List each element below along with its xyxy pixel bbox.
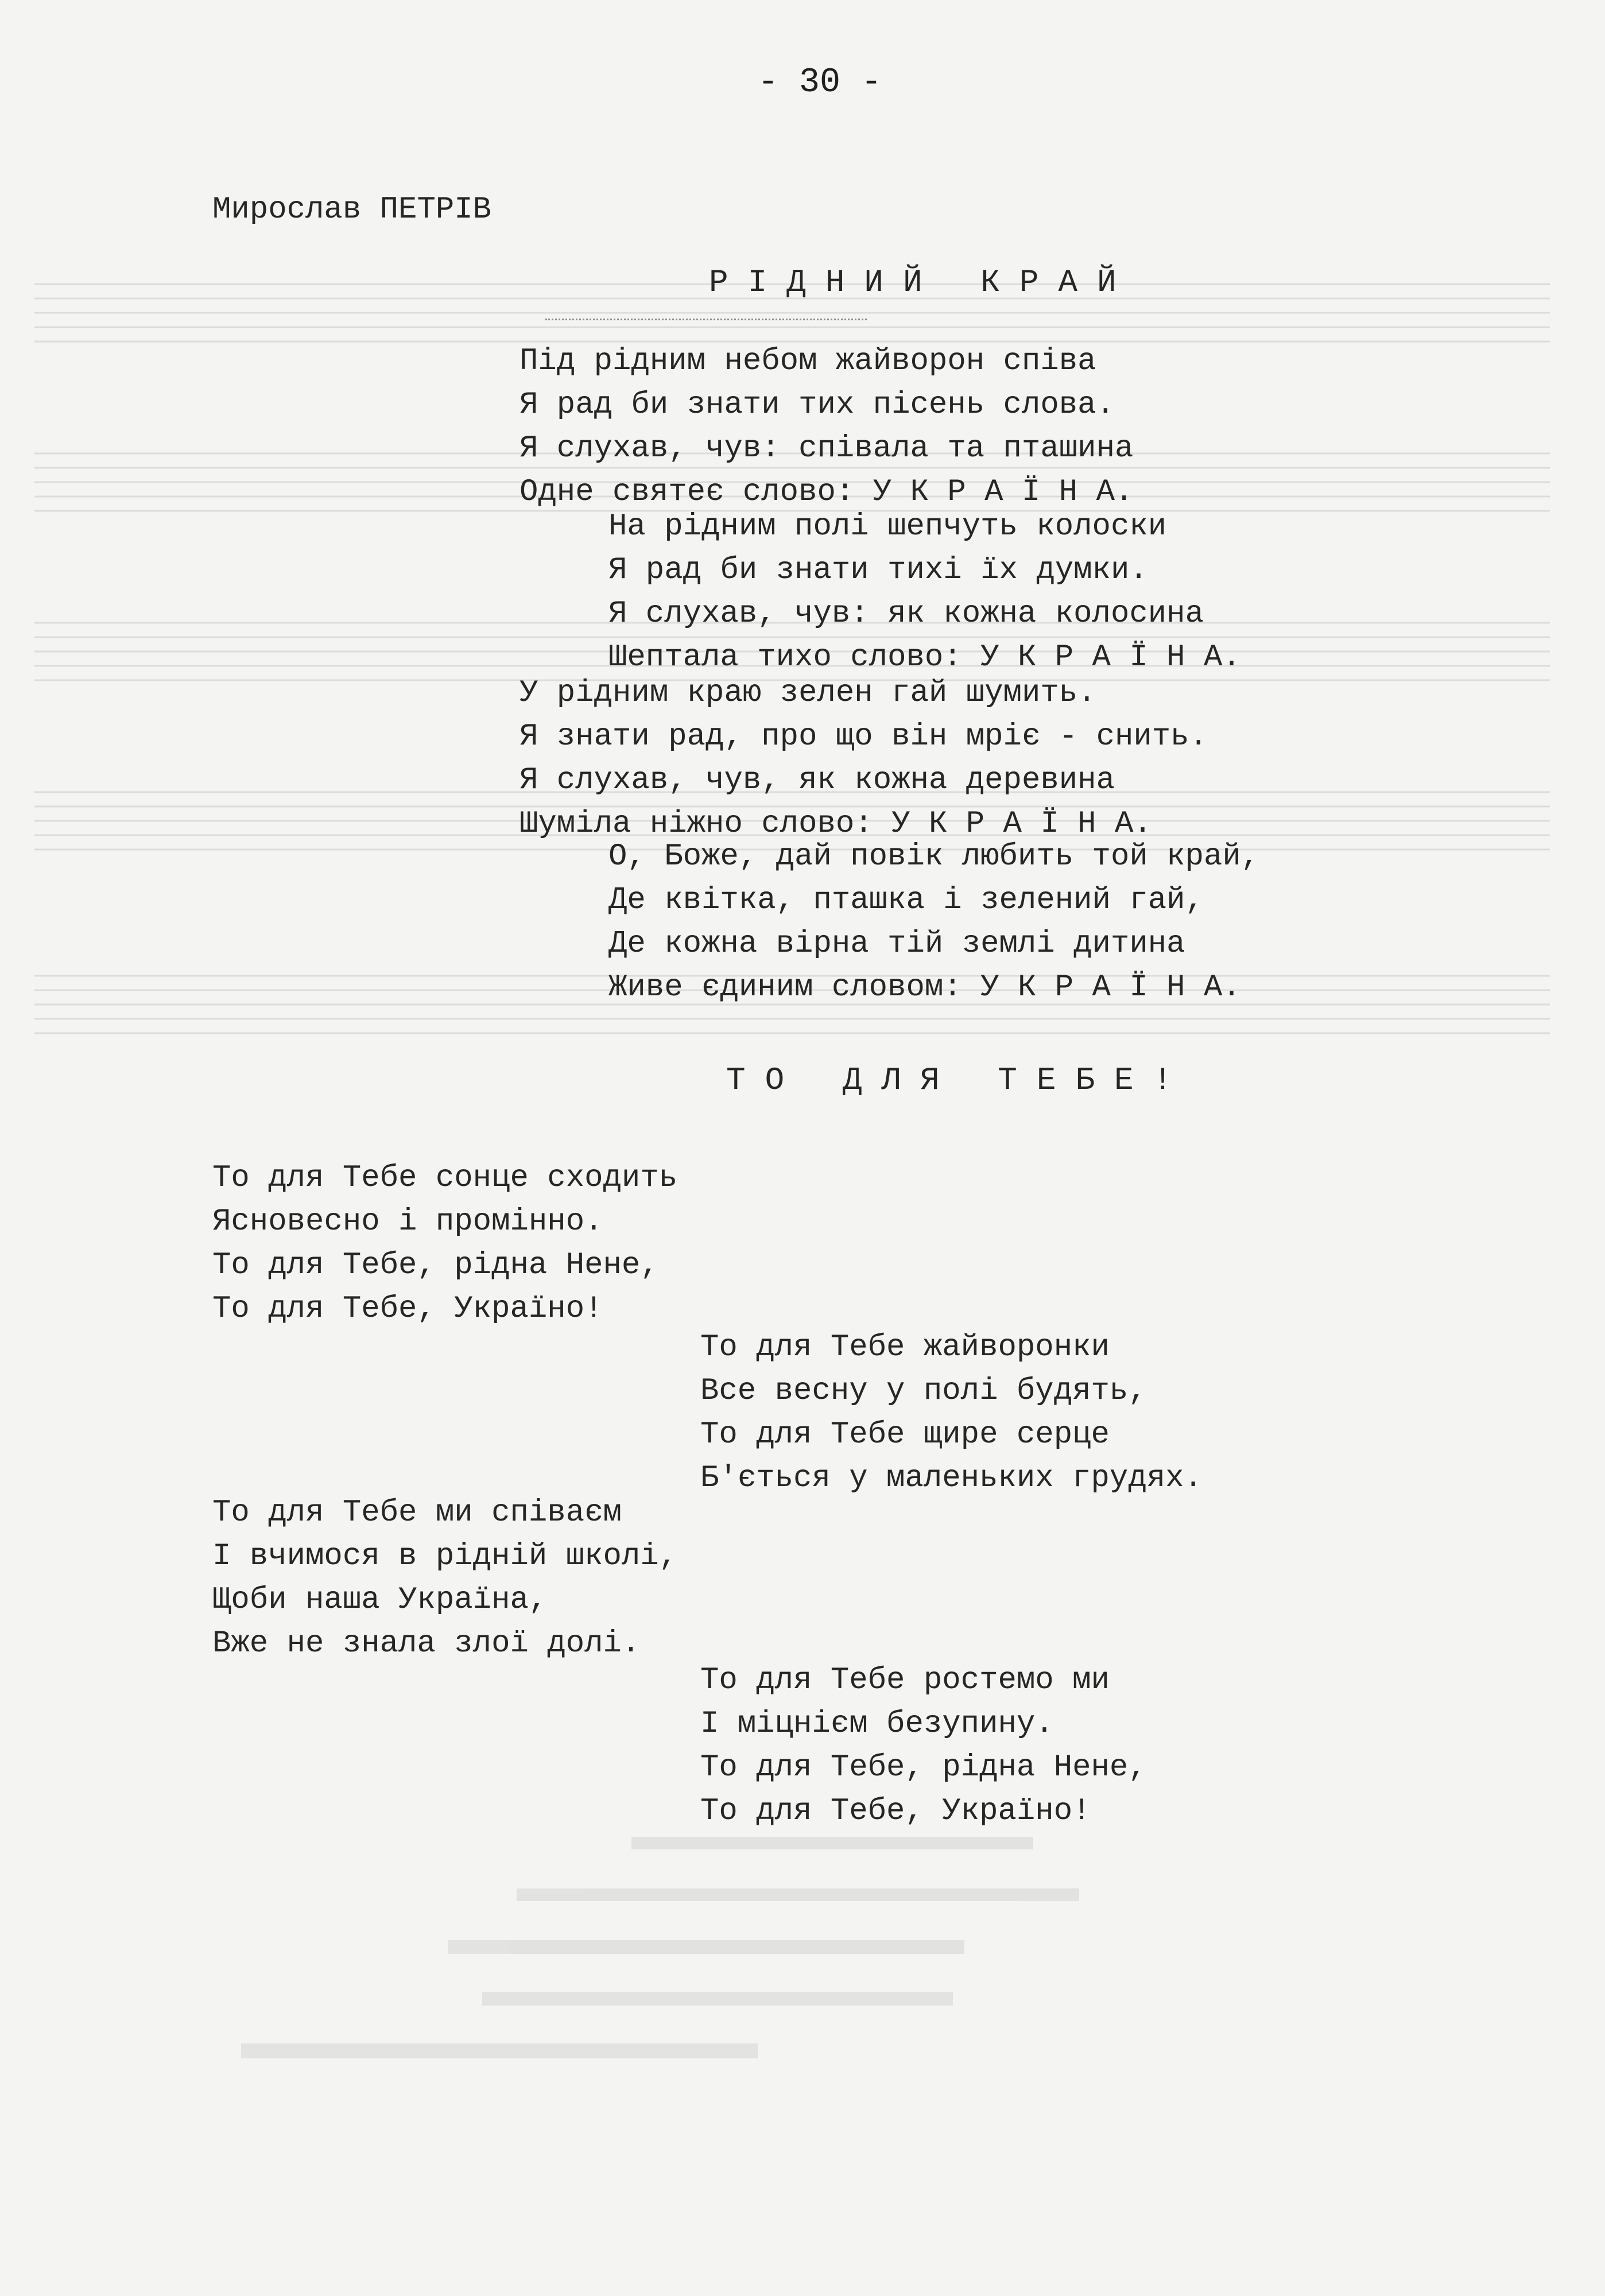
song-author: Мирослав ПЕТРІВ [212,192,492,227]
stanza-1 [520,340,1133,514]
verse-line: Вже не знала злої долі. [212,1626,641,1661]
verse-line: Я слухав, чув, як кожна деревина [520,763,1115,798]
verse-line: То для Тебе, рідна Нене, [212,1248,659,1283]
verse-line: То для Тебе, Україно! [212,1292,603,1327]
verse-line: Б'ється у маленьких грудях. [700,1461,1203,1496]
verse-line: Де кожна вірна тій землі дитина [608,926,1185,961]
verse-line: І вчимося в рідній школі, [212,1539,678,1574]
verse-line: То для Тебе ми співаєм [212,1495,622,1530]
verse-line: Все весну у полі будять, [700,1374,1147,1409]
verse-line: То для Тебе ростемо ми [700,1663,1110,1698]
verse-line: І міцнієм безупину. [700,1707,1054,1742]
verse-line: То для Тебе сонце сходить [212,1161,678,1196]
verse-line: У рідним краю зелен гай шумить. [520,676,1096,711]
verse-line: Шептала тихо слово: У К Р А Ї Н А. [608,640,1241,675]
verse-line: Щоби наша Україна, [212,1583,548,1618]
stanza-5 [212,1157,677,1331]
stanza-4 [608,835,1259,1010]
verse-line: Ясновесно і промінно. [212,1204,603,1239]
song-title-ridnyi-krai: РІДНИЙ КРАЙ [709,264,1136,301]
verse-line: То для Тебе жайворонки [700,1330,1110,1365]
stanza-7 [212,1491,677,1666]
verse-line: То для Тебе, рідна Нене, [700,1750,1147,1785]
verse-line: Шуміла ніжно слово: У К Р А Ї Н А. [520,806,1152,841]
title-dotted-rule [545,319,867,320]
verse-line: О, Боже, дай повік любить той край, [608,839,1260,874]
verse-line: Під рідним небом жайворон співа [520,344,1096,379]
stanza-6 [700,1326,1203,1500]
verse-line: Де квітка, пташка і зелений гай, [608,883,1204,918]
page-number: - 30 - [758,63,882,102]
verse-line: Я рад би знати тихі їх думки. [608,553,1148,588]
verse-line: На рідним полі шепчуть колоски [608,509,1167,544]
song-title-to-dlia-tebe: ТО ДЛЯ ТЕБЕ! [726,1062,1192,1099]
stanza-8 [700,1659,1147,1833]
verse-line: Одне святеє слово: У К Р А Ї Н А. [520,475,1134,510]
stanza-3 [520,672,1208,846]
verse-line: Живе єдиним словом: У К Р А Ї Н А. [608,970,1241,1005]
verse-line: Я слухав, чув: співала та пташина [520,431,1134,466]
stanza-2 [608,505,1241,680]
verse-line: Я знати рад, про що він мріє - снить. [520,719,1208,754]
verse-line: Я слухав, чув: як кожна колосина [608,596,1204,631]
verse-line: То для Тебе, Україно! [700,1794,1091,1829]
verse-line: То для Тебе щире серце [700,1417,1110,1452]
verse-line: Я рад би знати тих пісень слова. [520,387,1115,422]
